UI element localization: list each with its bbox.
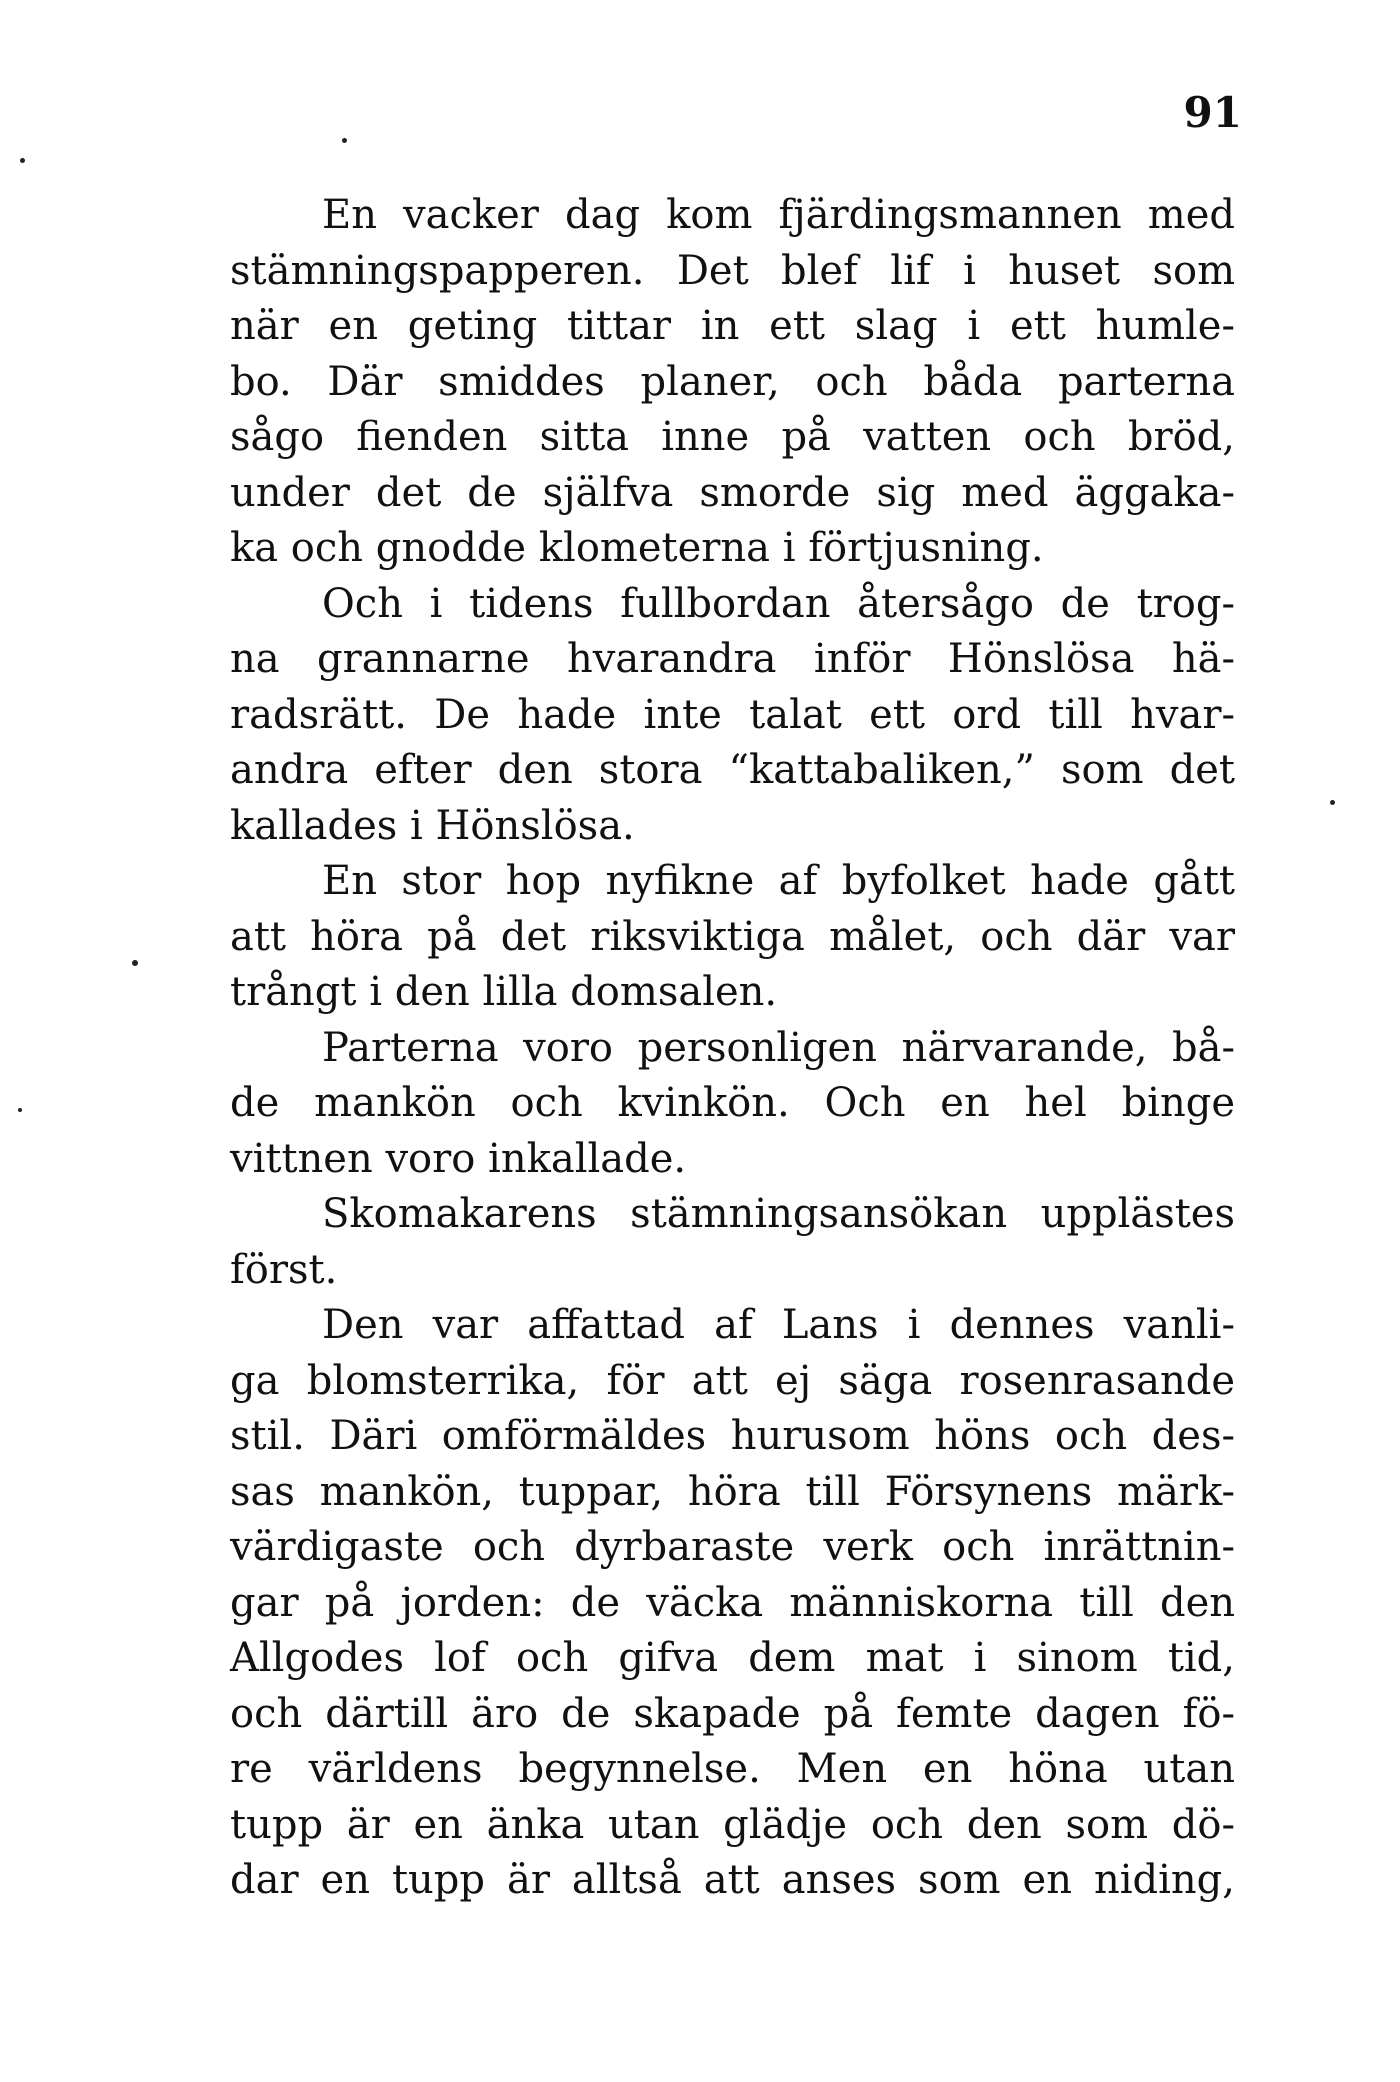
text-line: Den var affattad af Lans i dennes vanli- [322, 1302, 1235, 1348]
text-line: tupp är en änka utan glädje och den som dö- [230, 1801, 1235, 1848]
text-line: och därtill äro de skapade på femte dagen fö- [230, 1690, 1235, 1737]
text-line: andra efter den stora “kattabaliken,” som det [230, 747, 1235, 793]
text-line: stämningspapperen. Det blef lif i huset som [230, 247, 1235, 294]
text-line: Och i tidens fullbordan återsågo de trog- [322, 580, 1235, 627]
text-line: ka och gnodde klometerna i förtjusning. [230, 525, 1044, 571]
text-line: re världens begynnelse. Men en höna utan [230, 1746, 1235, 1792]
text-line: under det de själfva smorde sig med äggaka- [230, 469, 1235, 516]
text-line: att höra på det riksviktiga målet, och där var [230, 913, 1235, 960]
text-line: värdigaste och dyrbaraste verk och inrättnin- [230, 1524, 1235, 1570]
text-line: radsrätt. De hade inte talat ett ord till hvar- [230, 691, 1235, 738]
text-line: de mankön och kvinkön. Och en hel binge [230, 1080, 1235, 1126]
text-line: En stor hop nyfikne af byfolket hade gått [322, 858, 1235, 904]
scan-speck [18, 1108, 22, 1112]
text-line: vittnen voro inkallade. [230, 1135, 687, 1182]
text-line: stil. Däri omförmäldes hurusom höns och des- [230, 1413, 1235, 1459]
text-line: ga blomsterrika, för att ej säga rosenrasande [230, 1357, 1235, 1404]
scan-speck [342, 138, 347, 143]
text-line: när en geting tittar in ett slag i ett humle- [230, 303, 1235, 349]
text-line: En vacker dag kom fjärdingsmannen med [322, 192, 1235, 238]
text-line: na grannarne hvarandra inför Hönslösa hä- [230, 636, 1235, 682]
scan-speck [132, 960, 138, 966]
text-line: Parterna voro personligen närvarande, bå- [322, 1024, 1235, 1071]
text-line: Allgodes lof och gifva dem mat i sinom tid, [230, 1635, 1235, 1681]
scan-speck [1330, 800, 1335, 805]
text-line: först. [230, 1246, 338, 1293]
text-line: kallades i Hönslösa. [230, 802, 635, 849]
text-line: sågo fienden sitta inne på vatten och bröd, [230, 414, 1235, 460]
text-line: gar på jorden: de väcka människorna till den [230, 1579, 1235, 1626]
text-line: trångt i den lilla domsalen. [230, 969, 778, 1015]
scan-speck [20, 158, 25, 163]
text-line: sas mankön, tuppar, höra till Försynens märk- [230, 1468, 1235, 1515]
text-line: dar en tupp är alltså att anses som en niding, [230, 1857, 1235, 1903]
text-line: Skomakarens stämningsansökan upplästes [322, 1191, 1235, 1237]
page-number: 91 [1183, 88, 1242, 137]
text-line: bo. Där smiddes planer, och båda parterna [230, 358, 1235, 405]
body-text [230, 188, 1235, 1909]
